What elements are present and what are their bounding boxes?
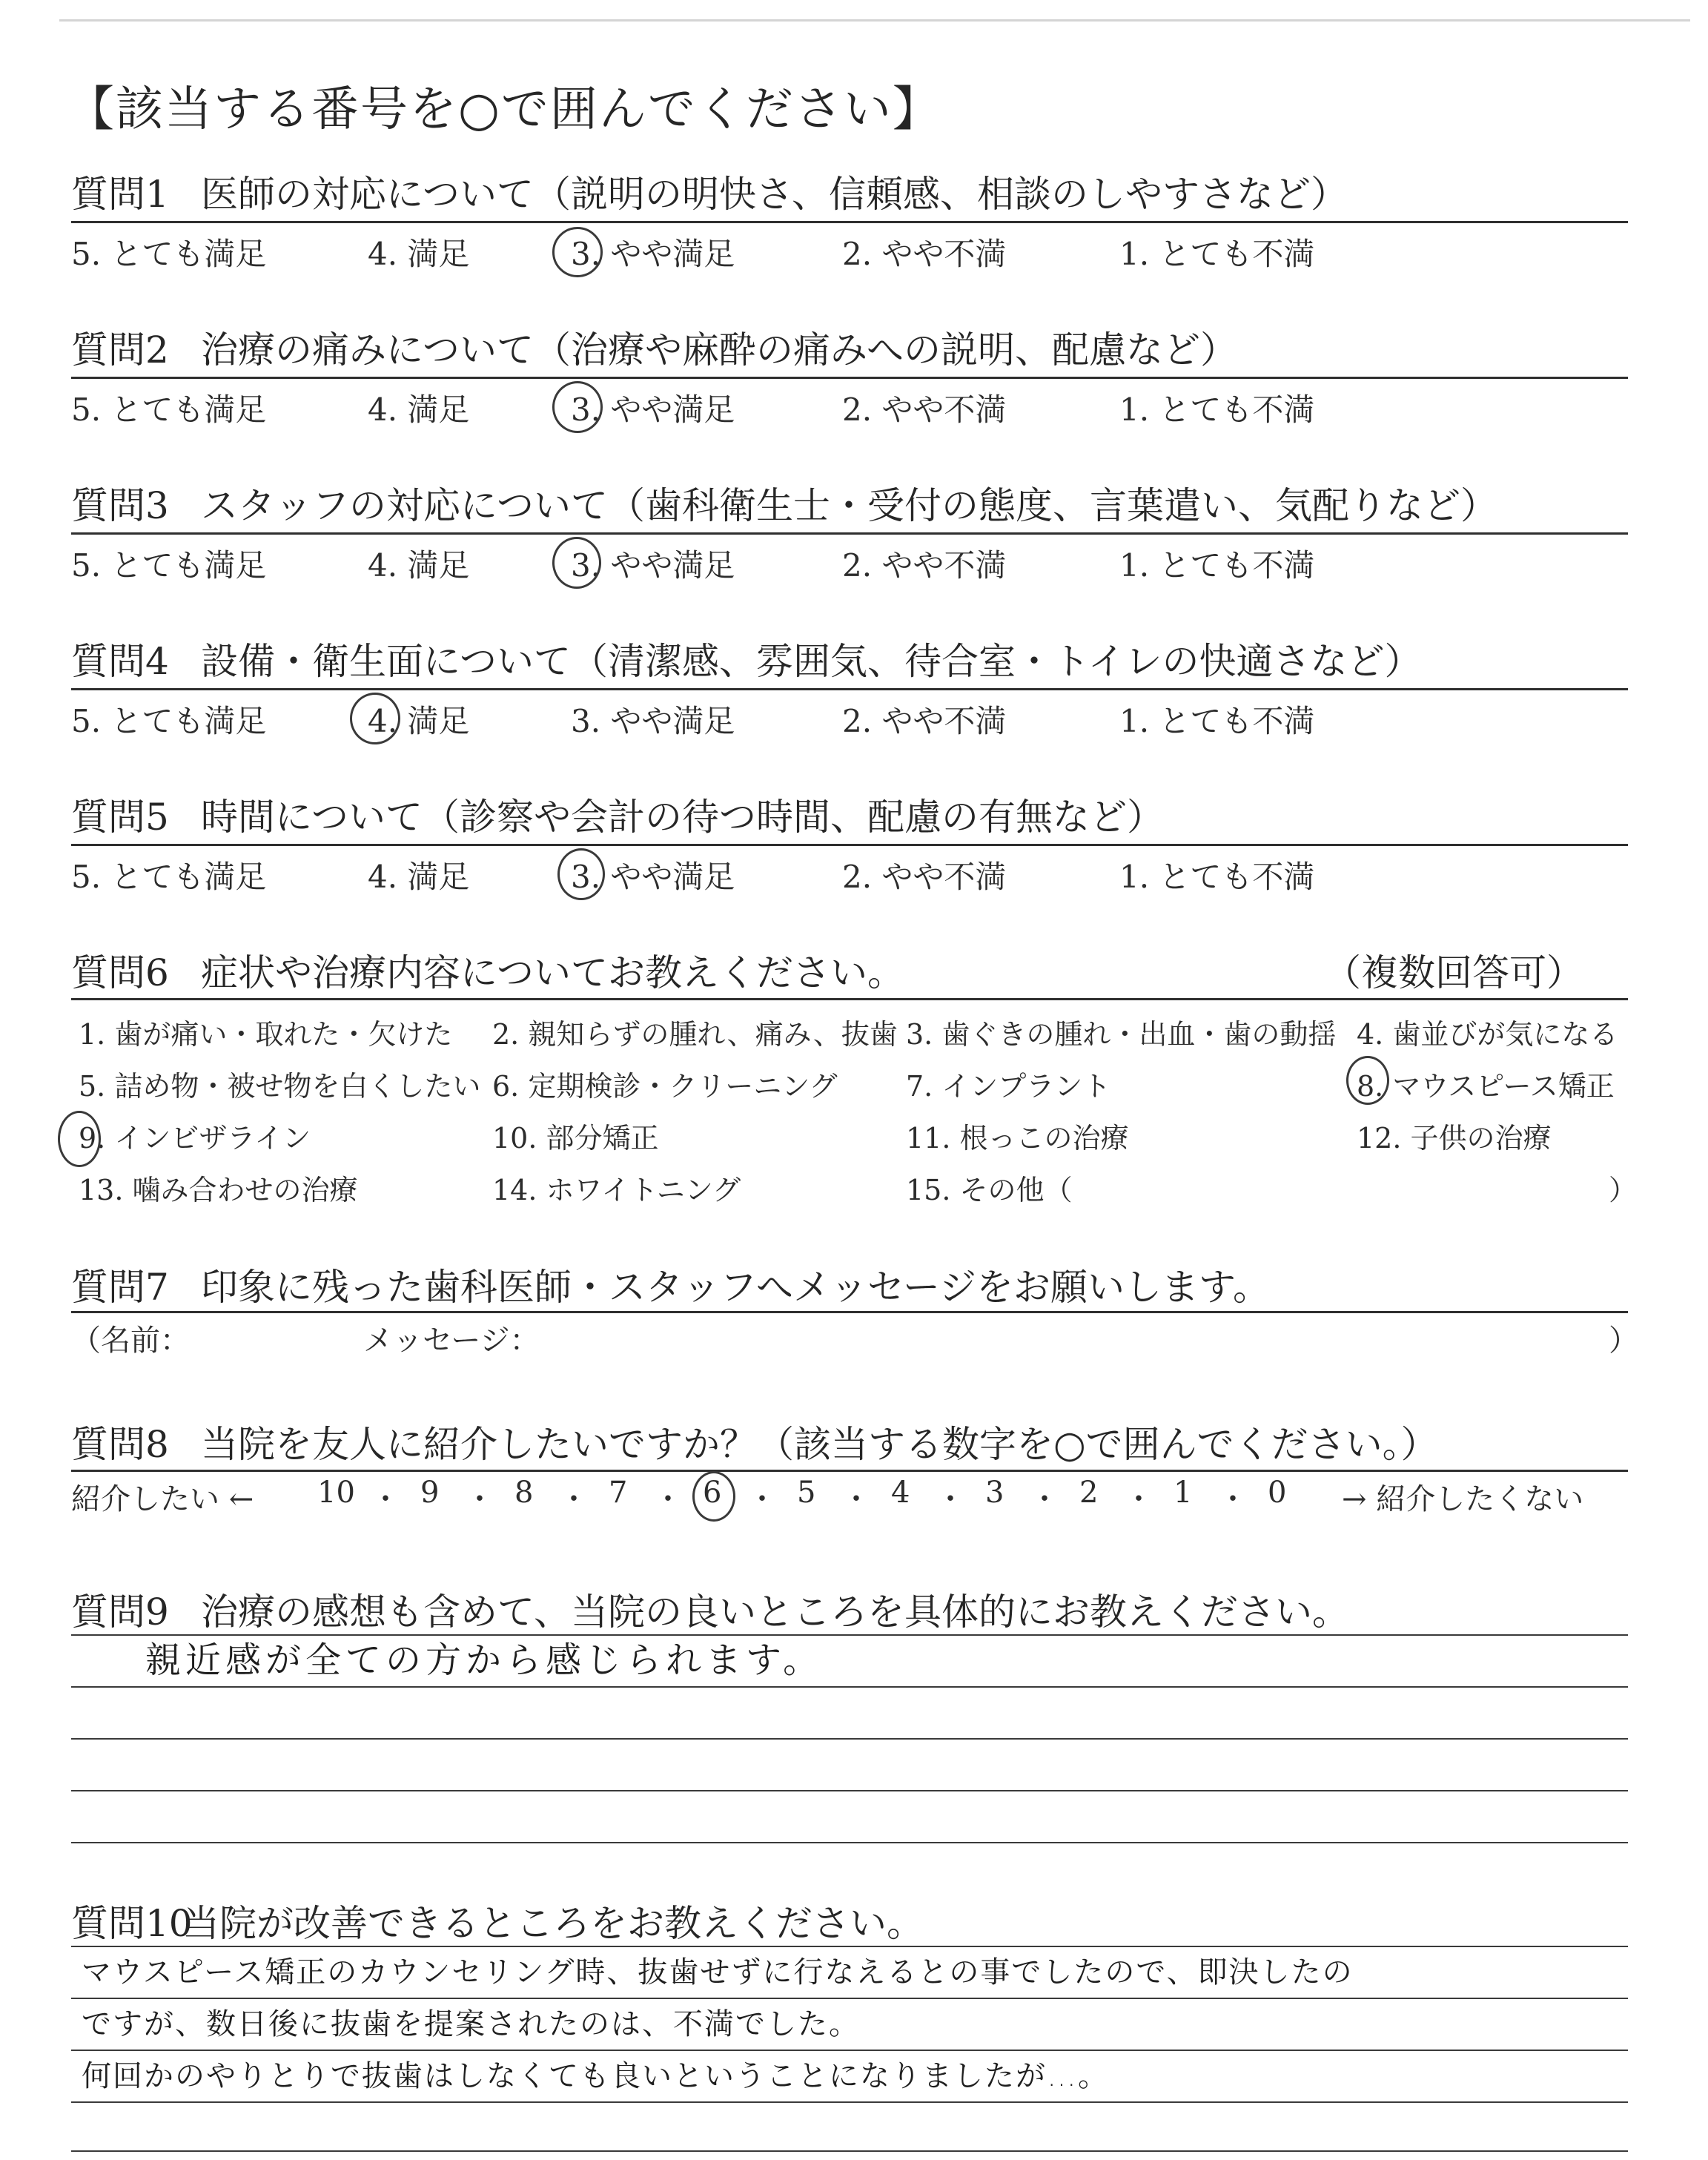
answer-line — [71, 2101, 1628, 2103]
scale-value-2[interactable]: 2 — [1079, 1476, 1099, 1510]
scale-value-7[interactable]: 7 — [609, 1476, 628, 1510]
rating-option-3[interactable]: 3. やや満足 — [571, 859, 735, 895]
question-7 — [71, 1258, 1628, 1311]
selection-circle — [552, 537, 601, 589]
divider — [71, 844, 1628, 846]
question-5 — [71, 787, 1628, 841]
question-text: 治療の感想も含めて、当院の良いところを具体的にお教えください。 — [201, 1591, 1349, 1634]
rating-option-5[interactable]: 5. とても満足 — [71, 703, 267, 739]
scale-value-0[interactable]: 0 — [1268, 1476, 1287, 1510]
rating-option-4[interactable]: 4. 満足 — [368, 392, 470, 428]
question-number: 質問9 — [71, 1591, 169, 1634]
recommend-left-label: 紹介したい ← — [71, 1482, 254, 1516]
scale-separator: ・ — [936, 1482, 965, 1516]
question-number: 質問10 — [71, 1902, 193, 1945]
handwritten-answer-line: ですが、数日後に抜歯を提案されたのは、不満でした。 — [82, 2007, 860, 2041]
selection-circle — [552, 381, 603, 433]
message-close-paren: ） — [1609, 1324, 1638, 1358]
treatment-option-4[interactable]: 4. 歯並びが気になる — [1357, 1018, 1618, 1051]
question-number: 質問4 — [71, 640, 169, 683]
selection-circle — [1346, 1056, 1389, 1105]
scale-value-9[interactable]: 9 — [420, 1476, 440, 1510]
selection-circle — [58, 1111, 101, 1167]
question-number: 質問2 — [71, 328, 169, 371]
treatment-option-10[interactable]: 10. 部分矯正 — [492, 1122, 659, 1155]
scan-edge — [59, 19, 1690, 22]
question-6 — [71, 943, 1628, 997]
selection-circle — [557, 848, 605, 900]
rating-option-4[interactable]: 4. 満足 — [368, 547, 470, 584]
scale-value-10[interactable]: 10 — [317, 1476, 355, 1510]
scale-separator: ・ — [747, 1482, 777, 1516]
answer-line — [71, 2150, 1628, 2152]
rating-option-1[interactable]: 1. とても不満 — [1119, 236, 1315, 272]
divider — [71, 1311, 1628, 1313]
rating-option-3[interactable]: 3. やや満足 — [571, 236, 735, 272]
question-text: 当院が改善できるところをお教えください。 — [182, 1902, 924, 1945]
other-close-paren: ） — [1609, 1174, 1638, 1206]
answer-line — [71, 1686, 1628, 1688]
rating-option-2[interactable]: 2. やや不満 — [842, 859, 1007, 895]
treatment-option-9[interactable]: 9. インビザライン — [79, 1122, 311, 1155]
treatment-option-15[interactable]: 15. その他（ — [906, 1174, 1073, 1206]
divider — [71, 998, 1628, 1000]
handwritten-answer-line: マウスピース矯正のカウンセリング時、抜歯せずに行なえるとの事でしたので、即決したの — [82, 1955, 1354, 1989]
question-number: 質問3 — [71, 484, 169, 527]
rating-option-3[interactable]: 3. やや満足 — [571, 392, 735, 428]
message-label: メッセージ： — [363, 1324, 540, 1358]
question-10 — [71, 1894, 1628, 1947]
scale-separator: ・ — [1218, 1482, 1248, 1516]
page-title: 【該当する番号を○で囲んでください】 — [67, 82, 941, 137]
treatment-option-13[interactable]: 13. 噛み合わせの治療 — [79, 1174, 358, 1206]
question-text: 当院を友人に紹介したいですか？（該当する数字を○で囲んでください。） — [201, 1423, 1438, 1466]
treatment-option-12[interactable]: 12. 子供の治療 — [1357, 1122, 1552, 1155]
scale-separator: ・ — [1124, 1482, 1153, 1516]
divider — [71, 221, 1628, 223]
treatment-option-5[interactable]: 5. 詰め物・被せ物を白くしたい — [79, 1070, 481, 1103]
treatment-option-8[interactable]: 8. マウスピース矯正 — [1357, 1070, 1615, 1103]
question-1 — [71, 165, 1628, 218]
selection-circle — [350, 693, 400, 744]
question-3 — [71, 476, 1628, 529]
answer-line — [71, 1842, 1628, 1843]
question-9 — [71, 1582, 1628, 1636]
treatment-option-3[interactable]: 3. 歯ぐきの腫れ・出血・歯の動揺 — [906, 1018, 1337, 1051]
scale-value-1[interactable]: 1 — [1174, 1476, 1193, 1510]
question-number: 質問1 — [71, 173, 169, 216]
question-text: 時間について（診察や会計の待つ時間、配慮の有無など） — [201, 796, 1164, 839]
question-text: 医師の対応について（説明の明快さ、信頼感、相談のしやすさなど） — [201, 173, 1348, 216]
rating-option-1[interactable]: 1. とても不満 — [1119, 703, 1315, 739]
scale-value-3[interactable]: 3 — [985, 1476, 1004, 1510]
treatment-option-14[interactable]: 14. ホワイトニング — [492, 1174, 741, 1206]
divider — [71, 377, 1628, 379]
rating-option-4[interactable]: 4. 満足 — [368, 703, 470, 739]
name-label: （名前： — [71, 1324, 190, 1358]
selection-circle — [552, 227, 603, 277]
question-number: 質問7 — [71, 1266, 169, 1309]
question-2 — [71, 320, 1628, 374]
question-text: 印象に残った歯科医師・スタッフへメッセージをお願いします。 — [201, 1266, 1270, 1309]
scale-value-4[interactable]: 4 — [891, 1476, 910, 1510]
rating-option-5[interactable]: 5. とても満足 — [71, 859, 267, 895]
question-text: 症状や治療内容についてお教えください。 — [201, 951, 904, 994]
question-text: スタッフの対応について（歯科衛生士・受付の態度、言葉遣い、気配りなど） — [201, 484, 1497, 527]
selection-circle — [692, 1471, 735, 1522]
handwritten-answer-line: 何回かのやりとりで抜歯はしなくても良いということになりましたが…。 — [82, 2059, 1109, 2093]
question-number: 質問5 — [71, 796, 169, 839]
rating-option-2[interactable]: 2. やや不満 — [842, 703, 1007, 739]
answer-line — [71, 1738, 1628, 1740]
rating-option-1[interactable]: 1. とても不満 — [1119, 547, 1315, 584]
rating-option-3[interactable]: 3. やや満足 — [571, 703, 735, 739]
divider — [71, 688, 1628, 690]
scale-value-5[interactable]: 5 — [797, 1476, 816, 1510]
handwritten-answer-line: 親近感が全ての方から感じられます。 — [145, 1639, 824, 1681]
question-4 — [71, 632, 1628, 685]
recommend-right-label: → 紹介したくない — [1342, 1482, 1584, 1516]
answer-line — [71, 1998, 1628, 1999]
scale-separator: ・ — [841, 1482, 871, 1516]
treatment-option-1[interactable]: 1. 歯が痛い・取れた・欠けた — [79, 1018, 453, 1051]
treatment-option-2[interactable]: 2. 親知らずの腫れ、痛み、抜歯 — [492, 1018, 898, 1051]
treatment-option-6[interactable]: 6. 定期検診・クリーニング — [492, 1070, 838, 1103]
scale-value-8[interactable]: 8 — [514, 1476, 534, 1510]
question-number: 質問6 — [71, 951, 169, 994]
scale-separator: ・ — [371, 1482, 400, 1516]
rating-option-1[interactable]: 1. とても不満 — [1119, 859, 1315, 895]
rating-option-4[interactable]: 4. 満足 — [368, 859, 470, 895]
scale-separator: ・ — [465, 1482, 494, 1516]
rating-option-2[interactable]: 2. やや不満 — [842, 547, 1007, 584]
scale-separator: ・ — [1030, 1482, 1059, 1516]
question-number: 質問8 — [71, 1423, 169, 1466]
answer-line — [71, 1790, 1628, 1791]
multiple-answers-note: （複数回答可） — [1324, 951, 1583, 994]
scale-separator: ・ — [559, 1482, 589, 1516]
rating-option-4[interactable]: 4. 満足 — [368, 236, 470, 272]
rating-option-5[interactable]: 5. とても満足 — [71, 236, 267, 272]
treatment-option-11[interactable]: 11. 根っこの治療 — [906, 1122, 1129, 1155]
rating-option-1[interactable]: 1. とても不満 — [1119, 392, 1315, 428]
question-8 — [71, 1415, 1628, 1468]
rating-option-5[interactable]: 5. とても満足 — [71, 547, 267, 584]
rating-option-2[interactable]: 2. やや不満 — [842, 236, 1007, 272]
rating-option-5[interactable]: 5. とても満足 — [71, 392, 267, 428]
divider — [71, 532, 1628, 535]
answer-line — [71, 2050, 1628, 2051]
question-text: 設備・衛生面について（清潔感、雰囲気、待合室・トイレの快適さなど） — [201, 640, 1422, 683]
answer-line — [71, 1946, 1628, 1947]
rating-option-2[interactable]: 2. やや不満 — [842, 392, 1007, 428]
treatment-option-7[interactable]: 7. インプラント — [906, 1070, 1111, 1103]
question-text: 治療の痛みについて（治療や麻酔の痛みへの説明、配慮など） — [201, 328, 1237, 371]
divider — [71, 1470, 1628, 1472]
scale-separator: ・ — [653, 1482, 683, 1516]
scale-value-6[interactable]: 6 — [703, 1476, 722, 1510]
rating-option-3[interactable]: 3. やや満足 — [571, 547, 735, 584]
